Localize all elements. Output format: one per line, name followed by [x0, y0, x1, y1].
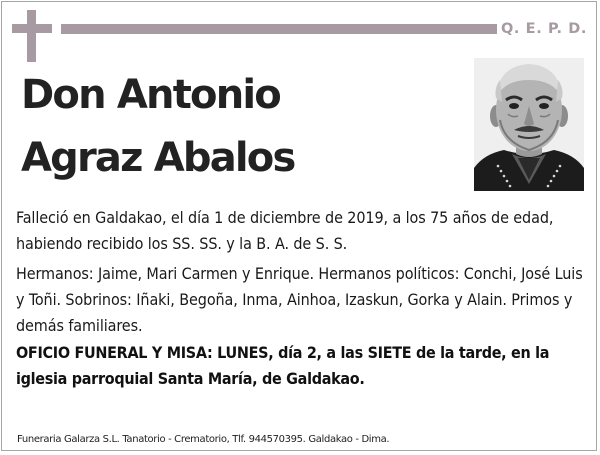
- cross-icon-horizontal: [12, 24, 52, 33]
- deceased-photo: [474, 58, 584, 191]
- cross-icon-vertical: [27, 10, 36, 62]
- funeral-notice: OFICIO FUNERAL Y MISA: LUNES, día 2, a las SIETE de la tarde, en la iglesia parroquial Santa María, de Galdakao.: [16, 343, 550, 388]
- deceased-name-line1: Don Antonio: [21, 72, 280, 118]
- deceased-name-line2: Agraz Abalos: [21, 135, 295, 181]
- funeral-home-footer: Funeraria Galarza S.L. Tanatorio - Crematorio, Tlf. 944570395. Galdakao - Dima.: [17, 434, 390, 445]
- obituary-card: [1, 1, 597, 451]
- header-divider-bar: [61, 24, 497, 34]
- portrait-image: [474, 58, 584, 191]
- death-announcement: Falleció en Galdakao, el día 1 de diciembre de 2019, a los 75 años de edad, habiendo recibido los SS. SS. y la B. A. de S. S.: [16, 208, 554, 253]
- family-list: Hermanos: Jaime, Mari Carmen y Enrique. Hermanos políticos: Conchi, José Luis y Toñi. Sobrinos: Iñaki, Begoña, Inma, Ainhoa, Izaskun, Gorka y Alain. Primos y demás familiares.: [16, 264, 583, 335]
- qepd-label: Q. E. P. D.: [501, 21, 588, 37]
